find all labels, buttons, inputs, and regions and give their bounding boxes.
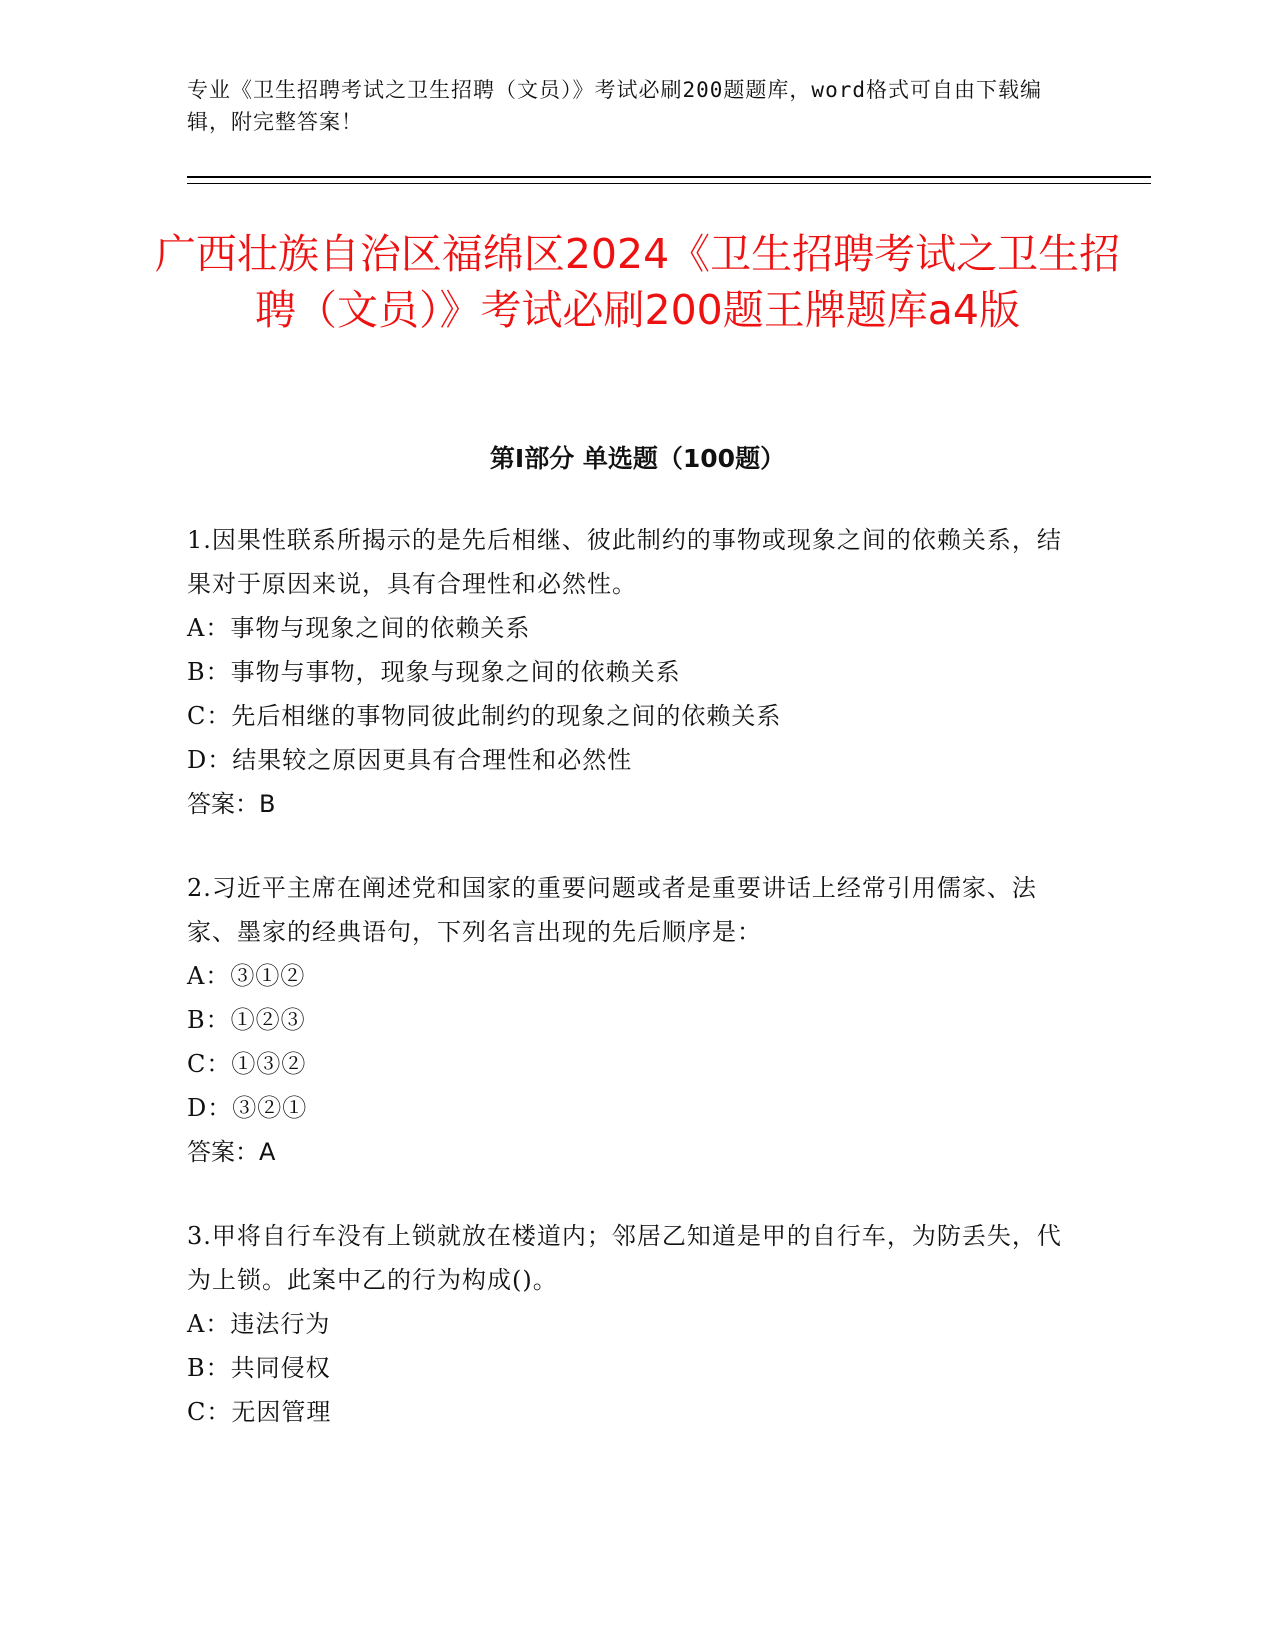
option-c: C：无因管理 — [187, 1398, 332, 1426]
question-3 — [187, 1214, 1067, 1434]
option-b: B：①②③ — [187, 1006, 306, 1034]
header-rule-thin — [187, 183, 1151, 184]
question-stem: 3.甲将自行车没有上锁就放在楼道内；邻居乙知道是甲的自行车，为防丢失，代为上锁。此案中乙的行为构成()。 — [187, 1222, 1062, 1294]
option-b: B：共同侵权 — [187, 1354, 331, 1382]
question-stem: 2.习近平主席在阐述党和国家的重要问题或者是重要讲话上经常引用儒家、法家、墨家的经典语句，下列名言出现的先后顺序是： — [187, 874, 1037, 946]
option-b: B：事物与事物，现象与现象之间的依赖关系 — [187, 658, 681, 686]
option-d: D：③②① — [187, 1094, 308, 1122]
option-c: C：①③② — [187, 1050, 307, 1078]
option-a: A：事物与现象之间的依赖关系 — [187, 614, 531, 642]
option-a: A：违法行为 — [187, 1310, 331, 1338]
answer: 答案：A — [187, 1138, 276, 1166]
question-stem: 1.因果性联系所揭示的是先后相继、彼此制约的事物或现象之间的依赖关系，结果对于原因来说，具有合理性和必然性。 — [187, 526, 1062, 598]
section-title: 第I部分 单选题（100题） — [489, 444, 786, 473]
answer: 答案：B — [187, 790, 276, 818]
question-1 — [187, 518, 1067, 826]
header-rule-thick — [187, 176, 1151, 178]
option-c: C：先后相继的事物同彼此制约的现象之间的依赖关系 — [187, 702, 782, 730]
question-2 — [187, 866, 1067, 1174]
header-note: 专业《卫生招聘考试之卫生招聘（文员）》考试必刷200题题库，word格式可自由下载编辑，附完整答案！ — [187, 78, 1042, 134]
document-title: 广西壮族自治区福绵区2024《卫生招聘考试之卫生招聘（文员）》考试必刷200题王牌题库a4版 — [154, 230, 1121, 334]
option-d: D：结果较之原因更具有合理性和必然性 — [187, 746, 633, 774]
option-a: A：③①② — [187, 962, 306, 990]
